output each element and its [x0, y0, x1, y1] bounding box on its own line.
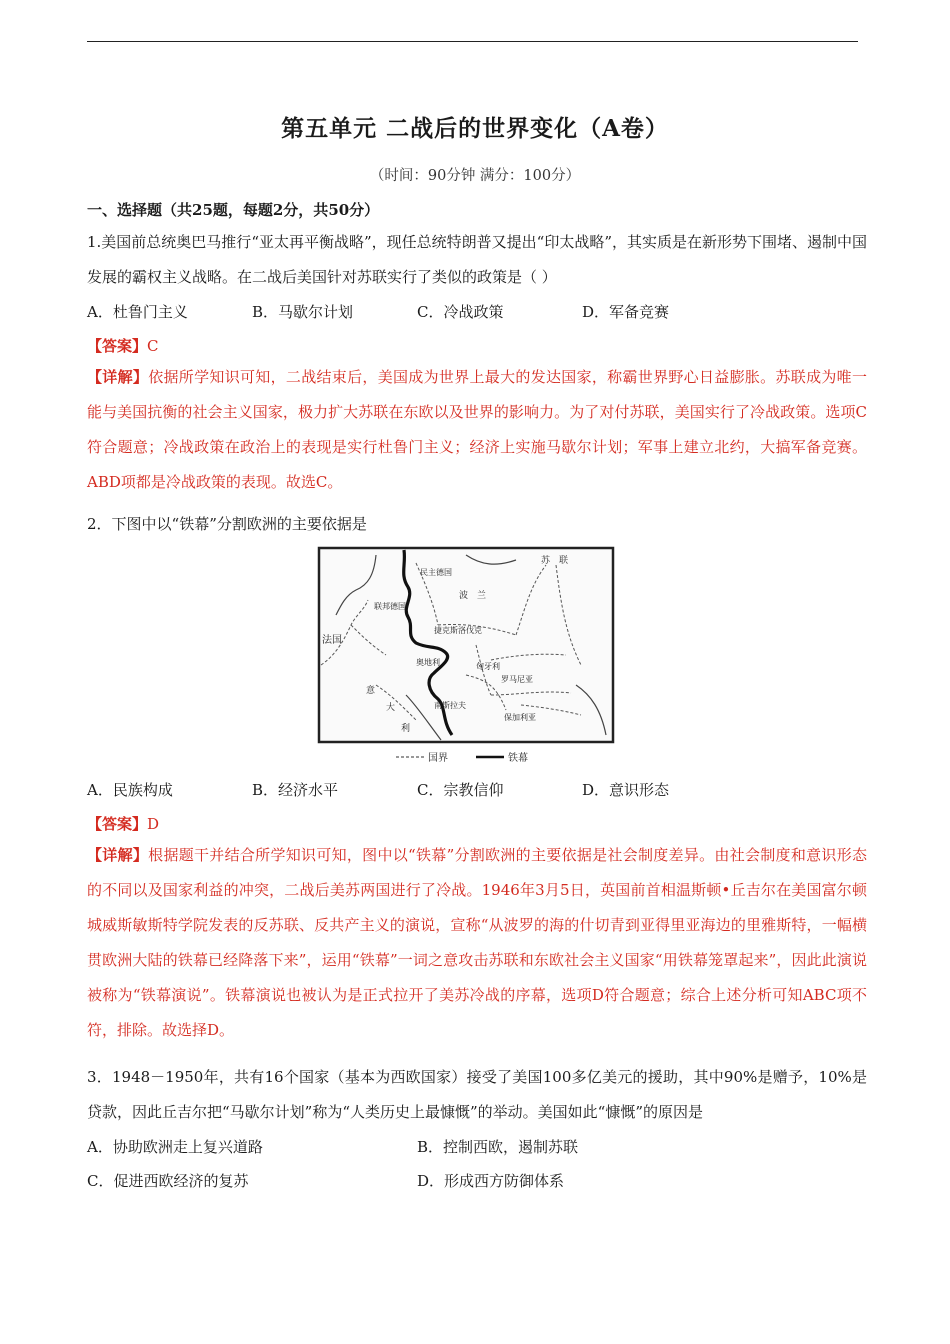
q1-option-c: C．冷战政策	[417, 303, 504, 321]
q1-option-d: D．军备竞赛	[582, 303, 670, 321]
section-heading: 一、选择题（共25题，每题2分，共50分）	[87, 201, 380, 219]
header-rule	[87, 41, 858, 42]
map-label-italy-b: 大	[386, 703, 396, 713]
q2-option-c: C．宗教信仰	[417, 781, 504, 799]
map-label-bulgaria: 保加利亚	[504, 713, 536, 722]
q3-option-a: A．协助欧洲走上复兴道路	[87, 1138, 263, 1156]
q2-option-b: B．经济水平	[252, 781, 339, 799]
q2-detail	[87, 838, 867, 1048]
q3-option-b: B．控制西欧，遏制苏联	[417, 1138, 579, 1156]
q2-option-d: D．意识形态	[582, 781, 670, 799]
q1-answer	[87, 335, 159, 356]
q1-option-b: B．马歇尔计划	[252, 303, 354, 321]
map-label-hungary: 匈牙利	[476, 662, 500, 671]
map-label-austria: 奥地利	[416, 658, 440, 667]
iron-curtain-map	[316, 545, 616, 768]
q1-detail	[87, 360, 867, 500]
q1-answer-value: C	[147, 337, 159, 355]
q2-answer-value: D	[147, 815, 160, 833]
map-label-poland: 波 兰	[459, 591, 487, 601]
map-label-romania: 罗马尼亚	[501, 675, 533, 684]
q1-option-a: A．杜鲁门主义	[87, 303, 188, 321]
q3-option-d: D．形成西方防御体系	[417, 1172, 565, 1190]
q1-answer-label: 【答案】	[87, 337, 148, 355]
q2-detail-text: 根据题干并结合所学知识可知，图中以“铁幕”分割欧洲的主要依据是社会制度差异。由社会制度和意识形态的不同以及国家利益的冲突，二战后美苏两国进行了冷战。1946年3月5日，英国前首相温斯顿•丘吉尔在美国富尔顿城威斯敏斯特学院发表的反苏联、反共产主义的演说，宣称“从波罗的海的什切青到亚得里亚海边的里雅斯特，一幅横贯欧洲大陆的铁幕已经降落下来”，运用“铁幕”一词之意攻击苏联和东欧社会主义国家“用铁幕笼罩起来”，因此此演说被称为“铁幕演说”。铁幕演说也被认为是正式拉开了美苏冷战的序幕，选项D符合题意；综合上述分析可知ABC项不符，排除。故选择D。	[87, 846, 867, 1039]
q3-stem: 3．1948－1950年，共有16个国家（基本为西欧国家）接受了美国100多亿美元的援助，其中90%是赠予，10%是贷款，因此丘吉尔把“马歇尔计划”称为“人类历史上最慷慨”的举动。美国如此“慷慨”的原因是	[87, 1068, 867, 1121]
map-label-italy-a: 意	[366, 686, 376, 696]
map-label-france: 法国	[322, 635, 342, 646]
map-label-ussr: 苏 联	[541, 556, 569, 566]
q2-option-a: A．民族构成	[87, 781, 173, 799]
map-label-italy-c: 利	[401, 724, 411, 734]
map-label-east-germany: 民主德国	[420, 568, 452, 577]
map-label-yugoslavia: 南斯拉夫	[434, 701, 466, 710]
q2-answer	[87, 813, 159, 834]
legend-border-label: 国界	[428, 753, 448, 764]
document-subtitle: （时间：90分钟 满分：100分）	[369, 168, 581, 184]
legend-curtain-label: 铁幕	[508, 753, 528, 764]
q1-stem: 1.美国前总统奥巴马推行“亚太再平衡战略”，现任总统特朗普又提出“印太战略”，其实质是在新形势下围堵、遏制中国发展的霸权主义战略。在二战后美国针对苏联实行了类似的政策是（ ）	[87, 233, 867, 286]
q2-answer-label: 【答案】	[87, 815, 148, 833]
q1-detail-label: 【详解】	[87, 368, 149, 386]
q3-option-c: C．促进西欧经济的复苏	[87, 1172, 249, 1190]
q1-detail-text: 依据所学知识可知，二战结束后，美国成为世界上最大的发达国家，称霸世界野心日益膨胀。苏联成为唯一能与美国抗衡的社会主义国家，极力扩大苏联在东欧以及世界的影响力。为了对付苏联，美国实行了冷战政策。选项C符合题意；冷战政策在政治上的表现是实行杜鲁门主义；经济上实施马歇尔计划；军事上建立北约，大搞军备竞赛。ABD项都是冷战政策的表现。故选C。	[87, 368, 867, 491]
map-figure	[316, 545, 616, 768]
map-label-west-germany: 联邦德国	[374, 602, 406, 611]
document-title: 第五单元 二战后的世界变化（A卷）	[281, 115, 669, 142]
q2-stem: 2．下图中以“铁幕”分割欧洲的主要依据是	[87, 515, 367, 533]
q2-detail-label: 【详解】	[87, 846, 149, 864]
map-label-czech: 捷克斯洛伐克	[434, 626, 482, 635]
